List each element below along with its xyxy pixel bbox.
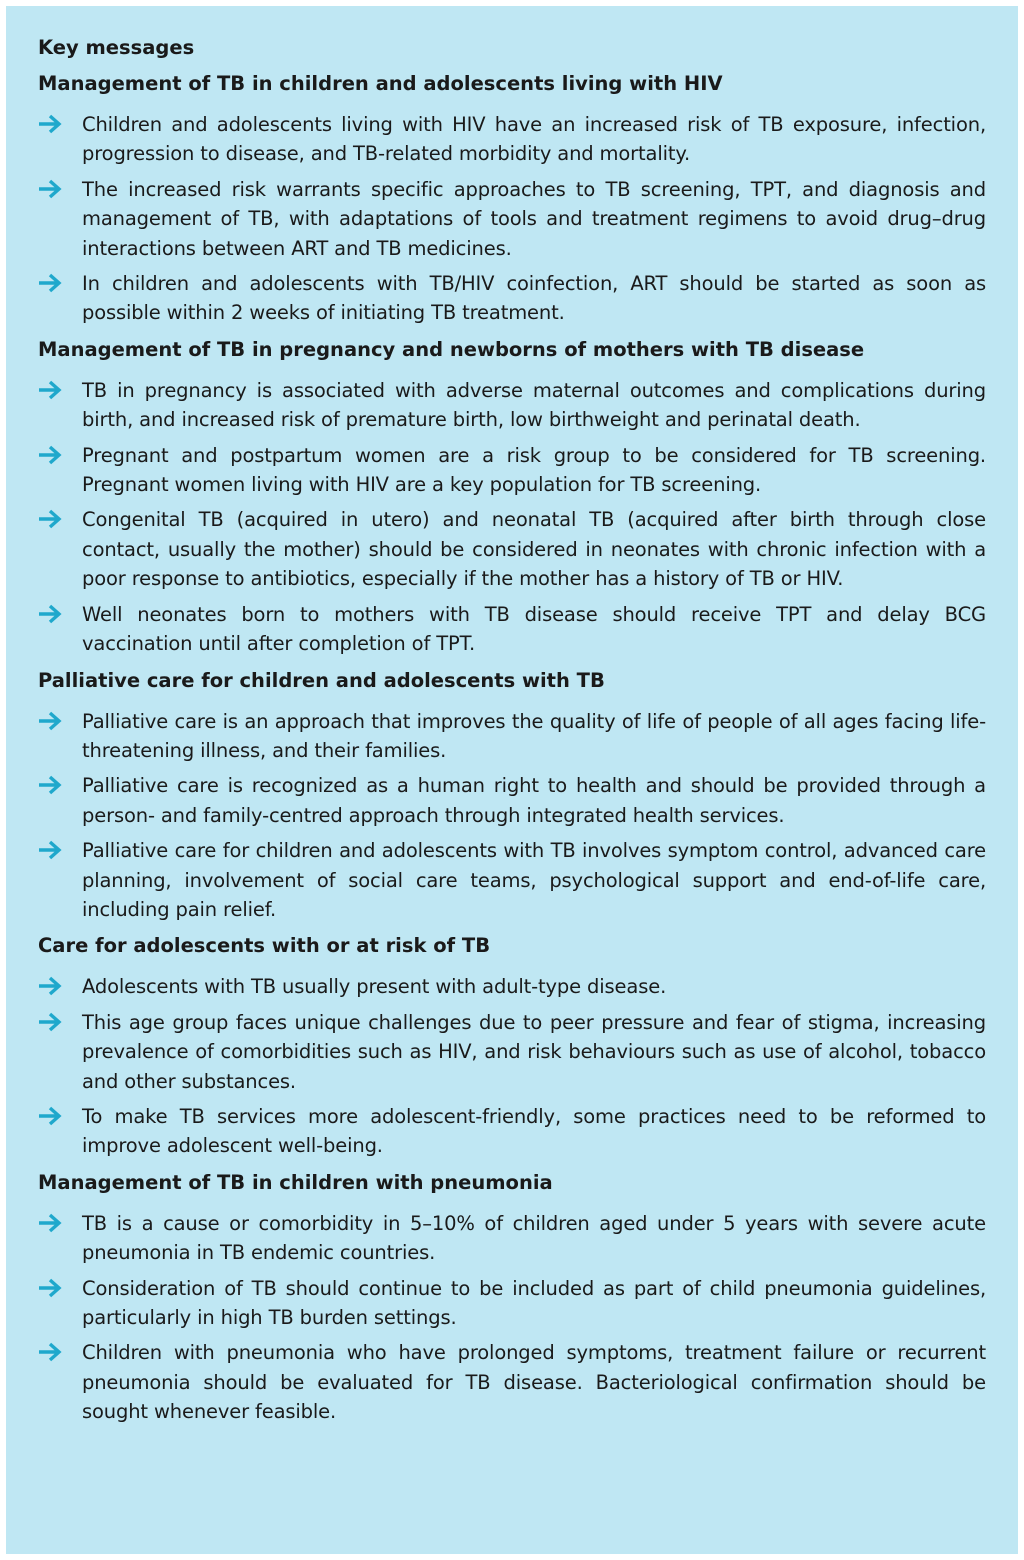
bullet-text: Palliative care for children and adolescents with TB involves symptom control, advanced care planning, involvement of social care teams, psychological support and end-of-life care, including pain relief. xyxy=(82,839,986,921)
arrow-right-icon xyxy=(38,445,64,465)
section-heading: Management of TB in children and adolescents living with HIV xyxy=(38,72,723,95)
bullet-text: Consideration of TB should continue to be included as part of child pneumonia guidelines, particularly in high TB burden settings. xyxy=(82,1276,986,1329)
bullet-text: Pregnant and postpartum women are a risk group to be considered for TB screening. Pregnant women living with HIV are a key population for TB screening. xyxy=(82,443,986,497)
bullet-text: Palliative care is recognized as a human right to health and should be provided through a person- and family-centred approach through integrated health services. xyxy=(82,774,986,827)
section-heading: Management of TB in pregnancy and newborns of mothers with TB disease xyxy=(38,337,865,361)
bullet-item xyxy=(38,836,986,924)
arrow-right-icon xyxy=(38,840,64,860)
bullet-text: The increased risk warrants specific approaches to TB screening, TPT, and diagnosis and management of TB, with adaptations of tools and treatment regimens to avoid drug–drug interactions between ART and TB medicines. xyxy=(82,177,986,260)
bullet-item xyxy=(38,441,986,500)
bullet-item xyxy=(38,1209,986,1268)
bullet-list xyxy=(38,707,986,925)
arrow-right-icon xyxy=(38,1342,64,1362)
bullet-list xyxy=(38,110,986,328)
bullet-item xyxy=(38,505,986,593)
arrow-right-icon xyxy=(38,509,64,529)
bullet-item xyxy=(38,175,986,263)
bullet-text: This age group faces unique challenges due to peer pressure and fear of stigma, increasing prevalence of comorbidities such as HIV, and risk behaviours such as use of alcohol, tobacco and other substances. xyxy=(82,1010,986,1093)
arrow-right-icon xyxy=(38,1012,64,1032)
bullet-item xyxy=(38,110,986,169)
bullet-text: Children with pneumonia who have prolonged symptoms, treatment failure or recurrent pneumonia should be evaluated for TB disease. Bacteriological confirmation should be sought whenever feasible. xyxy=(82,1341,986,1424)
section-heading: Care for adolescents with or at risk of TB xyxy=(38,934,491,958)
arrow-right-icon xyxy=(38,711,64,731)
bullet-list xyxy=(38,376,986,659)
bullet-text: TB is a cause or comorbidity in 5–10% of children aged under 5 years with severe acute pneumonia in TB endemic countries. xyxy=(82,1211,986,1265)
section-heading: Management of TB in children with pneumonia xyxy=(38,1170,553,1194)
arrow-right-icon xyxy=(38,380,64,400)
arrow-right-icon xyxy=(38,179,64,199)
bullet-item xyxy=(38,1102,986,1161)
bullet-list xyxy=(38,1209,986,1427)
bullet-item xyxy=(38,972,986,1001)
bullet-text: Adolescents with TB usually present with adult-type disease. xyxy=(82,975,667,999)
arrow-right-icon xyxy=(38,273,64,293)
bullet-text: Congenital TB (acquired in utero) and neonatal TB (acquired after birth through close contact, usually the mother) should be considered in neonates with chronic infection with a poor response to antibiotics, especially if the mother has a history of TB or HIV. xyxy=(82,508,986,591)
arrow-right-icon xyxy=(38,114,64,134)
bullet-list xyxy=(38,972,986,1160)
sections-container xyxy=(38,72,986,1427)
arrow-right-icon xyxy=(38,1213,64,1233)
bullet-text: TB in pregnancy is associated with adverse maternal outcomes and complications during birth, and increased risk of premature birth, low birthweight and perinatal death. xyxy=(82,378,986,432)
arrow-right-icon xyxy=(38,1278,64,1298)
bullet-text: To make TB services more adolescent-friendly, some practices need to be reformed to improve adolescent well-being. xyxy=(82,1104,986,1158)
bullet-item xyxy=(38,1008,986,1096)
bullet-item xyxy=(38,1338,986,1426)
bullet-item xyxy=(38,376,986,435)
bullet-item xyxy=(38,771,986,830)
bullet-item xyxy=(38,707,986,766)
arrow-right-icon xyxy=(38,775,64,795)
box-title: Key messages xyxy=(38,36,195,59)
bullet-item xyxy=(38,600,986,659)
arrow-right-icon xyxy=(38,976,64,996)
section-heading: Palliative care for children and adolescents with TB xyxy=(38,668,605,692)
bullet-item xyxy=(38,269,986,328)
key-messages-box xyxy=(6,6,1018,1554)
arrow-right-icon xyxy=(38,1106,64,1126)
arrow-right-icon xyxy=(38,604,64,624)
bullet-item xyxy=(38,1274,986,1333)
bullet-text: Palliative care is an approach that improves the quality of life of people of all ages facing life-threatening illness, and their families. xyxy=(82,709,986,762)
bullet-text: Well neonates born to mothers with TB disease should receive TPT and delay BCG vaccination until after completion of TPT. xyxy=(82,602,986,656)
bullet-text: Children and adolescents living with HIV have an increased risk of TB exposure, infection, progression to disease, and TB-related morbidity and mortality. xyxy=(82,113,986,166)
bullet-text: In children and adolescents with TB/HIV coinfection, ART should be started as soon as possible within 2 weeks of initiating TB treatment. xyxy=(82,272,986,325)
